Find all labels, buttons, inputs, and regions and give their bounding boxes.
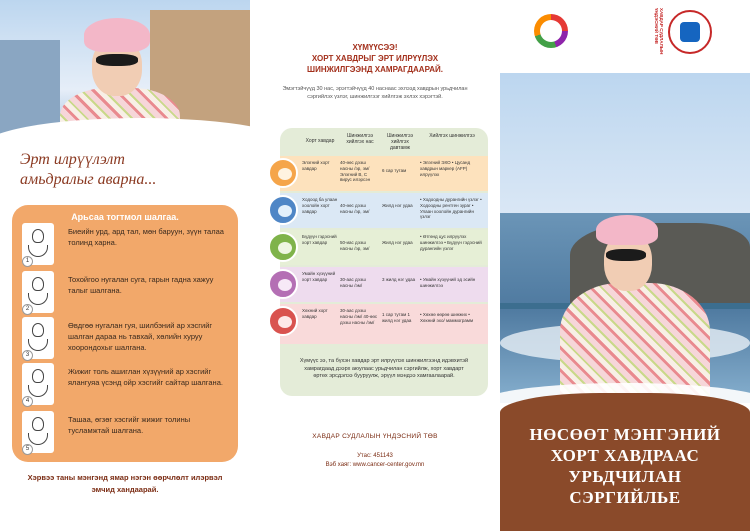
contact-info bbox=[250, 452, 500, 470]
table-header: Шинжилгээ хийлгэх нас bbox=[346, 133, 374, 145]
middle-panel bbox=[250, 0, 500, 531]
table-row: Хөхний хорт хавдар 30-аас дээш насны /эм/ 40-өөс дээш насны /эм/ 1 сар тутам 1 жилд нэг удаа • Хөхөө өөрөө шинжих • Хөхний эхо/ маммограмм bbox=[280, 304, 488, 344]
slogan: Эрт илрүүлэлт амьдралыг аварна... bbox=[20, 151, 157, 188]
mid-heading: ХҮМҮҮСЭЭ! ХОРТ ХАВДРЫГ ЭРТ ИЛРҮҮЛЭХ ШИНЖИЛГЭЭНД ХАМРАГДААРАЙ. bbox=[307, 43, 443, 74]
table-row: Бүдүүн гэдэсний хорт хавдар 50-иас дээш насны /эр, эм/ Жилд нэг удаа • Өтгөнд цус илрүүлэх шинжилгээ • Бүдүүн гэдэсний дурангийн үзлэг bbox=[280, 230, 488, 265]
self-check-box bbox=[12, 205, 238, 462]
center-name: ХАВДАР СУДЛАЛЫН ҮНДЭСНИЙ ТӨВ bbox=[312, 433, 438, 440]
step-item: 2 Тохойгоо нугалан суга, гарын гадна хажуу талыг шалгана. bbox=[22, 271, 228, 315]
brochure-title: НӨСӨӨТ МЭНГЭНИЙ ХОРТ ХАВДРААС УРЬДЧИЛАН СЭРГИЙЛЬЕ bbox=[529, 425, 721, 507]
step-item: 5 Ташаа, өгзөг хэсгийг жижиг толины тусламжтай шалгана. bbox=[22, 411, 228, 455]
warning-text: Хэрвээ таны мэнгэнд ямар нэгэн өөрчлөлт илэрвэл эмчид хандаарай. bbox=[27, 473, 223, 494]
step-item: 1 Биеийн урд, ард тал, мөн баруун, зүүн талаа толинд харна. bbox=[22, 223, 228, 267]
body-figure-icon: 3 bbox=[22, 317, 54, 359]
phone: Утас: 451143 bbox=[357, 453, 393, 459]
stomach-icon bbox=[268, 195, 298, 225]
website-link[interactable]: Вэб хаяг: www.cancer-center.gov.mn bbox=[325, 462, 425, 468]
appeal-text: Хүмүүс ээ, та бүхэн хавдар эрт илрүүлэх шинжилгээнд идэвхитэй хамрагдаад дээрх аюулаас урьдчилан сэргийлж, хорт хавдарт өртөх эрсдэлээ бууруулж, эрүүл мэндээ хамгаалаарай. bbox=[280, 354, 488, 396]
woman-photo-sea bbox=[500, 73, 750, 403]
program-logo-icon bbox=[534, 14, 568, 48]
body-figure-icon: 1 bbox=[22, 223, 54, 265]
uterus-icon bbox=[268, 269, 298, 299]
box-title: Арьсаа тогтмол шалгаа. bbox=[71, 212, 179, 222]
table-header: Хорт хавдар bbox=[305, 138, 335, 144]
liver-icon bbox=[268, 158, 298, 188]
left-panel bbox=[0, 0, 250, 531]
table-row: Элэгний хорт хавдар 40-өөс дээш насны /эр, эм/ Элэгний B, C вирус илэрсэн 6 сар тутам • Элэгний ЭХО • Цусанд хавдрын маркер (AFP) илрүүлэх bbox=[280, 156, 488, 191]
logo-caption: ХАВДАР СУДЛАЛЫН ҮНДЭСНИЙ ТӨВ bbox=[654, 8, 664, 55]
step-item: 3 Өвдгөө нугалан гуя, шилбэний ар хэсгийг шалган дараа нь тавхай, хөлийн хуруу хоорондохыг шалгана. bbox=[22, 317, 228, 361]
body-figure-icon: 2 bbox=[22, 271, 54, 313]
cancer-center-logo-icon bbox=[668, 10, 712, 54]
table-header: Хийлгэх шинжилгээ bbox=[429, 133, 475, 139]
intro-text: Эмэгтэйчүүд 30 нас, эрэгтэйчүүд 40 наснаас эхлээд хавдрын урьдчилан сэргийлэх үзлэг, шинжилгээг хийлгэж эхлэх хэрэгтэй. bbox=[282, 86, 468, 100]
body-figure-icon: 5 bbox=[22, 411, 54, 453]
table-row: Умайн хүзүүний хорт хавдар 30-аас дээш насны /эм/ 3 жилд нэг удаа • Умайн хүзүүний эд эсийн шинжилгээ bbox=[280, 267, 488, 302]
body-figure-icon: 4 bbox=[22, 363, 54, 405]
intestine-icon bbox=[268, 232, 298, 262]
screening-table bbox=[280, 128, 488, 388]
right-panel bbox=[500, 0, 750, 531]
step-item: 4 Жижиг толь ашиглан хүзүүний ар хэсгийг ялангуяа үсэнд ойр хэсгийг сайтар шалгана. bbox=[22, 363, 228, 407]
table-row: Ходоод ба улаан хоолойн хорт хавдар 40-өөс дээш насны /эр, эм/ Жилд нэг удаа • Ходоодны дурангийн үзлэг • Ходоодны рентген зураг • Улаан хоолойн дурангийн үзлэг bbox=[280, 193, 488, 228]
breast-icon bbox=[268, 306, 298, 336]
table-header: Шинжилгээ хийлгэх давтамж bbox=[386, 133, 414, 151]
